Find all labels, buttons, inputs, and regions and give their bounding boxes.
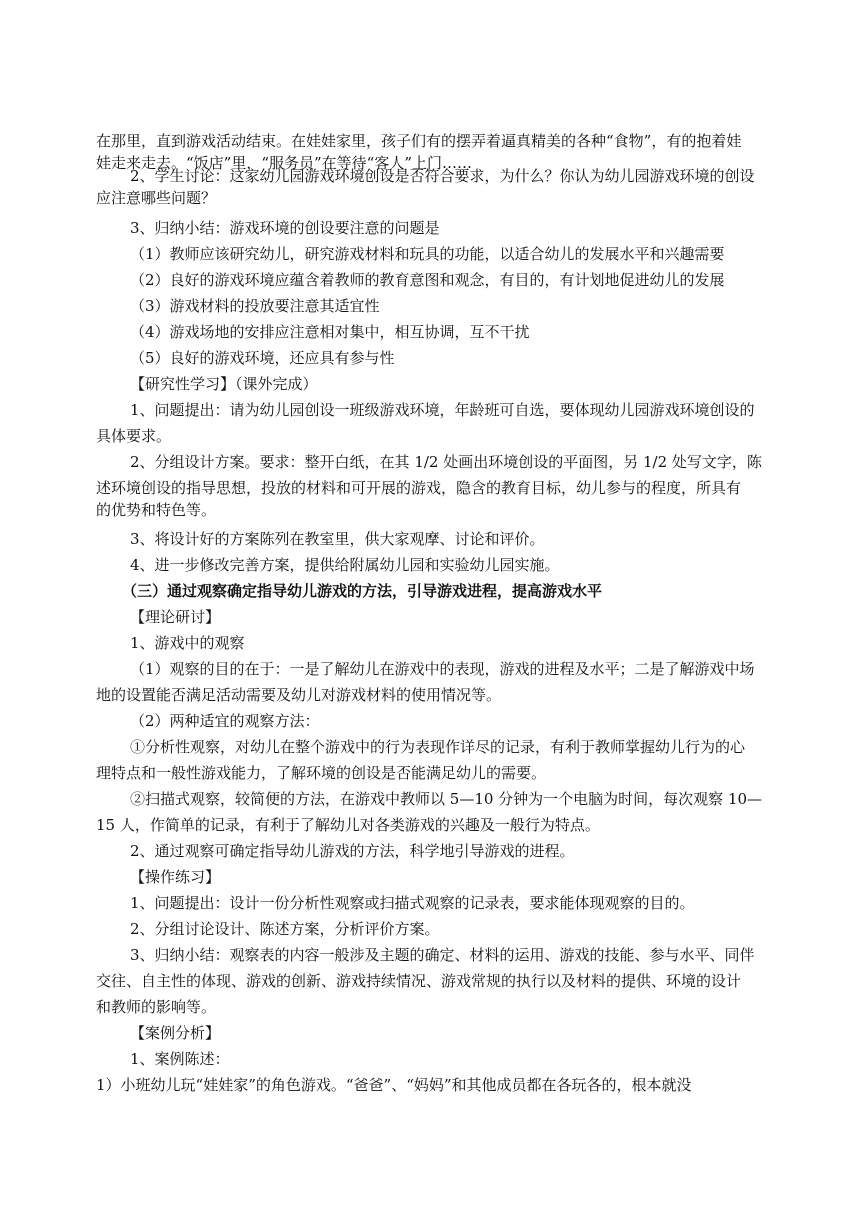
section-heading: 【案例分析】: [130, 1024, 221, 1042]
text-line: 3、将设计好的方案陈列在教室里，供大家观摩、讨论和评价。: [130, 530, 545, 548]
text-line: 的优势和特色等。: [96, 501, 217, 519]
text-line: 具体要求。: [96, 427, 172, 445]
text-line: 述环境创设的指导思想，投放的材料和可开展的游戏，隐含的教育目标，幼儿参与的程度，所具有: [96, 479, 742, 497]
text-line: 地的设置能否满足活动需要及幼儿对游戏材料的使用情况等。: [96, 686, 502, 704]
text-line: 1、游戏中的观察: [130, 634, 245, 652]
text-line: 和教师的影响等。: [96, 998, 217, 1016]
text-line: 应注意哪些问题？: [96, 189, 217, 207]
list-item: （2）良好的游戏环境应蕴含着教师的教育意图和观念，有目的，有计划地促进幼儿的发展: [130, 271, 725, 289]
section-heading: 【理论研讨】: [130, 608, 221, 626]
text-line: （2）两种适宜的观察方法：: [130, 712, 320, 730]
text-line: 理特点和一般性游戏能力，了解环境的创设是否能满足幼儿的需要。: [96, 764, 547, 782]
text-line: 3、归纳小结：游戏环境的创设要注意的问题是: [130, 219, 440, 237]
list-item: （1）教师应该研究幼儿，研究游戏材料和玩具的功能，以适合幼儿的发展水平和兴趣需要: [130, 245, 725, 263]
text-line: 2、学生讨论：这家幼儿园游戏环境创设是否符合要求，为什么？你认为幼儿园游戏环境的创设: [130, 167, 755, 185]
text-line: 1、案例陈述：: [130, 1050, 230, 1068]
text-line: 1、问题提出：请为幼儿园创设一班级游戏环境，年龄班可自选，要体现幼儿园游戏环境创设的: [130, 401, 755, 419]
text-line: 3、归纳小结：观察表的内容一般涉及主题的确定、材料的运用、游戏的技能、参与水平、同伴: [130, 946, 755, 964]
section-heading: 【操作练习】: [130, 868, 221, 886]
text-line: 交往、自主性的体现、游戏的创新、游戏持续情况、游戏常规的执行以及材料的提供、环境的设计: [96, 972, 742, 990]
text-line: 15 人，作简单的记录，有利于了解幼儿对各类游戏的兴趣及一般行为特点。: [96, 816, 600, 834]
text-line: 4、进一步修改完善方案，提供给附属幼儿园和实验幼儿园实施。: [130, 556, 560, 574]
text-line: 2、通过观察可确定指导幼儿游戏的方法，科学地引导游戏的进程。: [130, 842, 575, 860]
text-line: 2、分组讨论设计、陈述方案，分析评价方案。: [130, 920, 440, 938]
section-heading: （三）通过观察确定指导幼儿游戏的方法，引导游戏进程，提高游戏水平: [122, 582, 603, 600]
section-heading: 【研究性学习】（课外完成）: [130, 375, 318, 393]
list-item: （4）游戏场地的安排应注意相对集中，相互协调，互不干扰: [130, 323, 530, 341]
list-item: （5）良好的游戏环境，还应具有参与性: [130, 349, 395, 367]
text-line: 2、分组设计方案。要求：整开白纸，在其 1/2 处画出环境创设的平面图，另 1/2 处写文字，陈: [130, 453, 762, 471]
text-line: 1、问题提出：设计一份分析性观察或扫描式观察的记录表，要求能体现观察的目的。: [130, 894, 695, 912]
list-item: （3）游戏材料的投放要注意其适宜性: [130, 297, 380, 315]
text-line: 在那里，直到游戏活动结束。在娃娃家里，孩子们有的摆弄着逼真精美的各种“食物”，有的抱着娃: [96, 132, 742, 150]
text-line: （1）观察的目的在于：一是了解幼儿在游戏中的表现，游戏的进程及水平；二是了解游戏中场: [130, 660, 755, 678]
text-line: 1）小班幼儿玩“娃娃家”的角色游戏。“爸爸”、“妈妈”和其他成员都在各玩各的，根本就没: [96, 1076, 692, 1094]
text-line: ①分析性观察，对幼儿在整个游戏中的行为表现作详尽的记录，有利于教师掌握幼儿行为的心: [130, 738, 746, 756]
text-line: ②扫描式观察，较简便的方法，在游戏中教师以 5—10 分钟为一个电脑为时间，每次观察 10—: [130, 790, 763, 808]
text-line: 娃走来走去。“饭店”里，“服务员”在等待“客人”上门……: [96, 154, 473, 172]
